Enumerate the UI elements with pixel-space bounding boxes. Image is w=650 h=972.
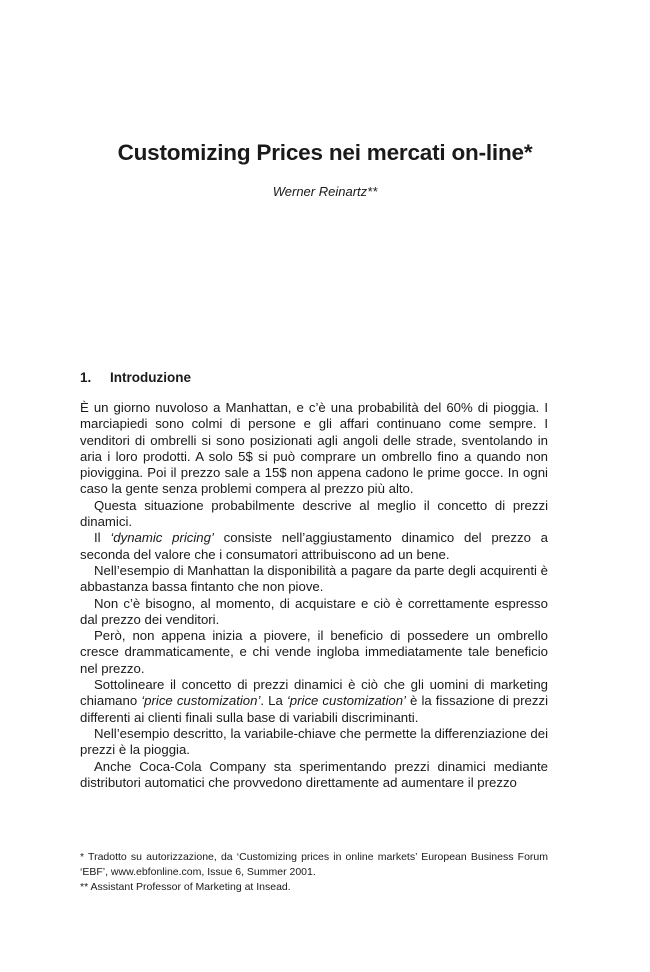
emphasis: ‘price customization’ bbox=[141, 693, 261, 709]
paragraph: È un giorno nuvoloso a Manhattan, e c’è una probabilità del 60% di pioggia. I marciapiedi sono colmi di persone e gli affari continuano come sempre. I venditori di ombrelli si sono posizionati agli angoli delle strade, sventolando in aria i loro prodotti. A solo 5$ si può comprare un ombrello fino a quando non pioviggina. Poi il prezzo sale a 15$ non appena cadono le prime gocce. In ogni caso la gente senza problemi compera al prezzo più alto. bbox=[80, 400, 548, 497]
footnote: * Tradotto su autorizzazione, da ‘Customizing prices in online markets’ European Business Forum ‘EBF’, www.ebfonline.com, Issue 6, Summer 2001. bbox=[80, 851, 548, 878]
footnote: ** Assistant Professor of Marketing at Insead. bbox=[80, 881, 291, 893]
footnotes bbox=[80, 850, 548, 895]
article-title: Customizing Prices nei mercati on-line* bbox=[117, 140, 533, 165]
emphasis: ‘price customization’ bbox=[286, 693, 406, 709]
author-name: Werner Reinartz** bbox=[272, 184, 378, 199]
emphasis: ‘dynamic pricing’ bbox=[110, 530, 214, 546]
paragraph: Il ‘dynamic pricing’ consiste nell’aggiustamento dinamico del prezzo a seconda del valore che i consumatori attribuiscono ad un bene. bbox=[80, 530, 548, 562]
section-number: 1. bbox=[80, 370, 92, 385]
paragraph: Sottolineare il concetto di prezzi dinamici è ciò che gli uomini di marketing chiamano ‘price customization’. La ‘price customization’ è la fissazione di prezzi differenti ai clienti finali sulla base di variabili discriminanti. bbox=[80, 677, 548, 725]
paragraph: Nell’esempio di Manhattan la disponibilità a pagare da parte degli acquirenti è abbastanza bassa fintanto che non piove. bbox=[80, 562, 548, 595]
article-body bbox=[80, 400, 548, 791]
section-title: Introduzione bbox=[110, 370, 191, 385]
paragraph: Però, non appena inizia a piovere, il beneficio di possedere un ombrello cresce drammaticamente, e chi vende ingloba immediatamente tale beneficio nel prezzo. bbox=[80, 628, 548, 676]
paragraph: Anche Coca-Cola Company sta sperimentando prezzi dinamici mediante distributori automatici che provvedono direttamente ad aumentare il prezzo bbox=[80, 758, 548, 790]
section-heading bbox=[80, 370, 191, 385]
paragraph: Nell’esempio descritto, la variabile-chiave che permette la differenziazione dei prezzi è la pioggia. bbox=[80, 725, 548, 758]
paragraph: Non c’è bisogno, al momento, di acquistare e ciò è correttamente espresso dal prezzo dei venditori. bbox=[80, 595, 548, 627]
paragraph: Questa situazione probabilmente descrive al meglio il concetto di prezzi dinamici. bbox=[80, 497, 548, 530]
